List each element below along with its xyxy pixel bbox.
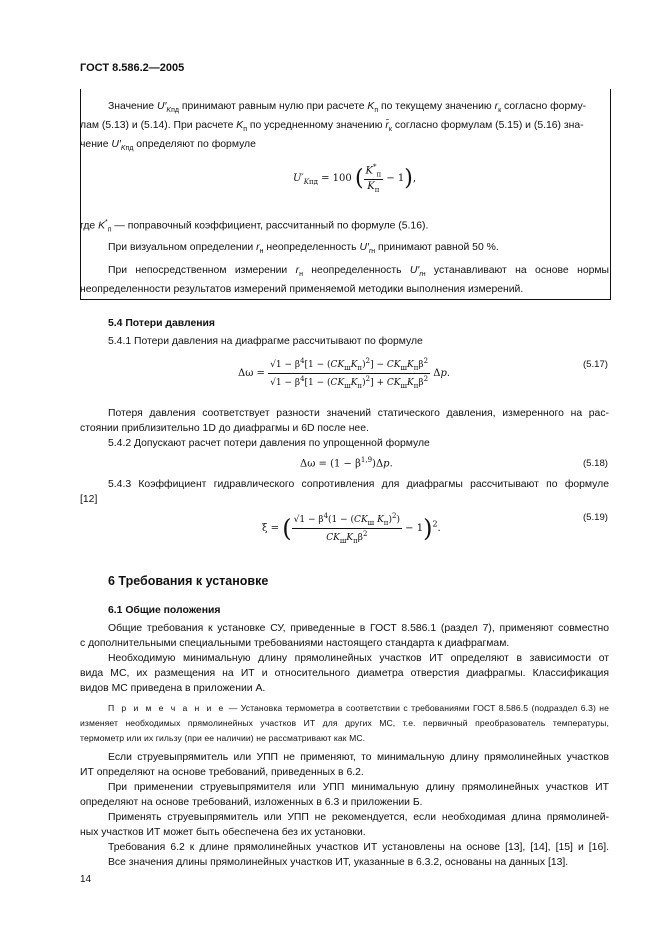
formula-5-18: $\Delta\omega = (1 - \beta^{1,9})\Delta p$. <box>300 456 393 470</box>
box-where-line: где $K^*_п$ — поправочный коэффициент, рассчитанный по формуле (5.16). <box>80 219 429 234</box>
s6-line-13: Все значения длины прямолинейных участков ИТ, указанные в 6.3.2, основаны на данных [13]. <box>108 857 569 868</box>
box-text-p3-2: неопределенности результатов измерений применяемой методики выполнения измерений. <box>80 284 524 295</box>
para-5-4-1: 5.4.1 Потери давления на диафрагме рассчитывают по формуле <box>108 336 423 347</box>
s6-line-4: вида МС, их размещения на ИТ и относительного диаметра отверстия диафрагмы. Классификация <box>80 668 609 679</box>
note-line-1 <box>80 701 609 716</box>
formula-ukpd: $U'_{Kпд} = 100$ ( $\frac{K^*_п}{K_п}$ − 1), <box>293 163 417 195</box>
equation-number-5-19: (5.19) <box>582 512 608 523</box>
page-number: 14 <box>80 874 92 885</box>
box-text-line-2: лам (5.13) и (5.14). При расчете $K_п$ по усредненному значению $r̄_к$ согласно формулам (5.15) и (5.16) зна- <box>80 120 584 134</box>
para-5-4-3-1: 5.4.3 Коэффициент гидравлического сопротивления для диафрагмы рассчитывают по формуле <box>108 479 609 490</box>
para-5-4-2: 5.4.2 Допускают расчет потери давления по упрощенной формуле <box>108 438 430 449</box>
section-5-4-heading: 5.4 Потери давления <box>108 318 215 329</box>
note-label: П р и м е ч а н и е <box>108 703 226 713</box>
note-line-2: изменяет необходимых прямолинейных участков ИТ для других МС, т.е. первичный преобразователь температуры, <box>80 718 609 728</box>
equation-number-5-17: (5.17) <box>582 359 608 370</box>
s6-line-12: Требования 6.2 к длине прямолинейных участков ИТ установлены на основе [13], [14], [15] и [16]. <box>108 842 609 853</box>
s6-line-7: ИТ определяют на основе требований, приведенных в 6.2. <box>80 767 364 778</box>
box-text-p2: При визуальном определении $r_н$ неопределенность $U'_{rн}$ принимают равной 50 %. <box>108 242 499 256</box>
s6-line-1: Общие требования к установке СУ, приведенные в ГОСТ 8.586.1 (раздел 7), применяют совместно <box>108 623 609 634</box>
s6-line-5: видов МС приведена в приложении А. <box>80 683 266 694</box>
s6-line-8: При применении струевыпрямителя или УПП минимальную длину прямолинейных участков ИТ <box>108 782 609 793</box>
formula-5-19: ξ = ( $\frac{√1 - \beta^4(1 - (CK_ш K_п)^2)}{CK_шK_п\beta^2}$ − 1)$^2$. <box>262 512 441 545</box>
note-text-1: — Установка термометра в соответствии с требованиями ГОСТ 8.586.5 (подраздел 6.3) не <box>228 703 609 713</box>
document-code: ГОСТ 8.586.2—2005 <box>80 62 185 74</box>
box-text-line-1: Значение $U'_{Kпд}$ принимают равным нулю при расчете $K_п$ по текущему значению $r_к$ согласно форму- <box>108 101 587 115</box>
s6-line-3: Необходимую минимальную длину прямолинейных участков ИТ определяют в зависимости от <box>108 653 609 664</box>
equation-number-5-18: (5.18) <box>582 458 608 469</box>
para-5-4-3-2: [12] <box>80 494 98 505</box>
s6-line-11: ных участков ИТ может быть обеспечена без их установки. <box>80 827 366 838</box>
s6-line-6: Если струевыпрямитель или УПП не применяют, то минимальную длину прямолинейных участков <box>108 752 609 763</box>
section-6-heading: 6 Требования к установке <box>108 574 269 588</box>
note-line-3: термометр или их гильзу (при ее наличии) не рассматривают как МС. <box>80 733 366 743</box>
para-after-1: Потеря давления соответствует разности значений статического давления, измеренного на рас- <box>108 408 609 419</box>
box-text-p3-1: При непосредственном измерении $r_н$ неопределенность $U'_{rн}$ устанавливают на основе нормы <box>108 265 609 279</box>
section-6-1-heading: 6.1 Общие положения <box>108 605 221 616</box>
formula-5-17: Δω = $\frac{√1 - \beta^4[1 - (CK_шK_п)^2] - CK_шK_п\beta^2}{√1 - \beta^4[1 - (CK_шK_п)^2] + CK_шK_п\beta^2}$ Δp. <box>238 357 451 390</box>
box-text-line-3: чение $U'_{Kпд}$ определяют по формуле <box>80 139 256 153</box>
para-after-2: стоянии приблизительно 1D до диафрагмы и 6D после нее. <box>80 423 369 434</box>
s6-line-10: Применять струевыпрямитель или УПП не рекомендуется, если необходимая длина прямолиней- <box>108 812 609 823</box>
s6-line-2: с дополнительными специальными требованиями настоящего стандарта к диафрагмам. <box>80 638 510 649</box>
s6-line-9: определяют на основе требований, изложенных в 6.3 и приложении Б. <box>80 797 423 808</box>
